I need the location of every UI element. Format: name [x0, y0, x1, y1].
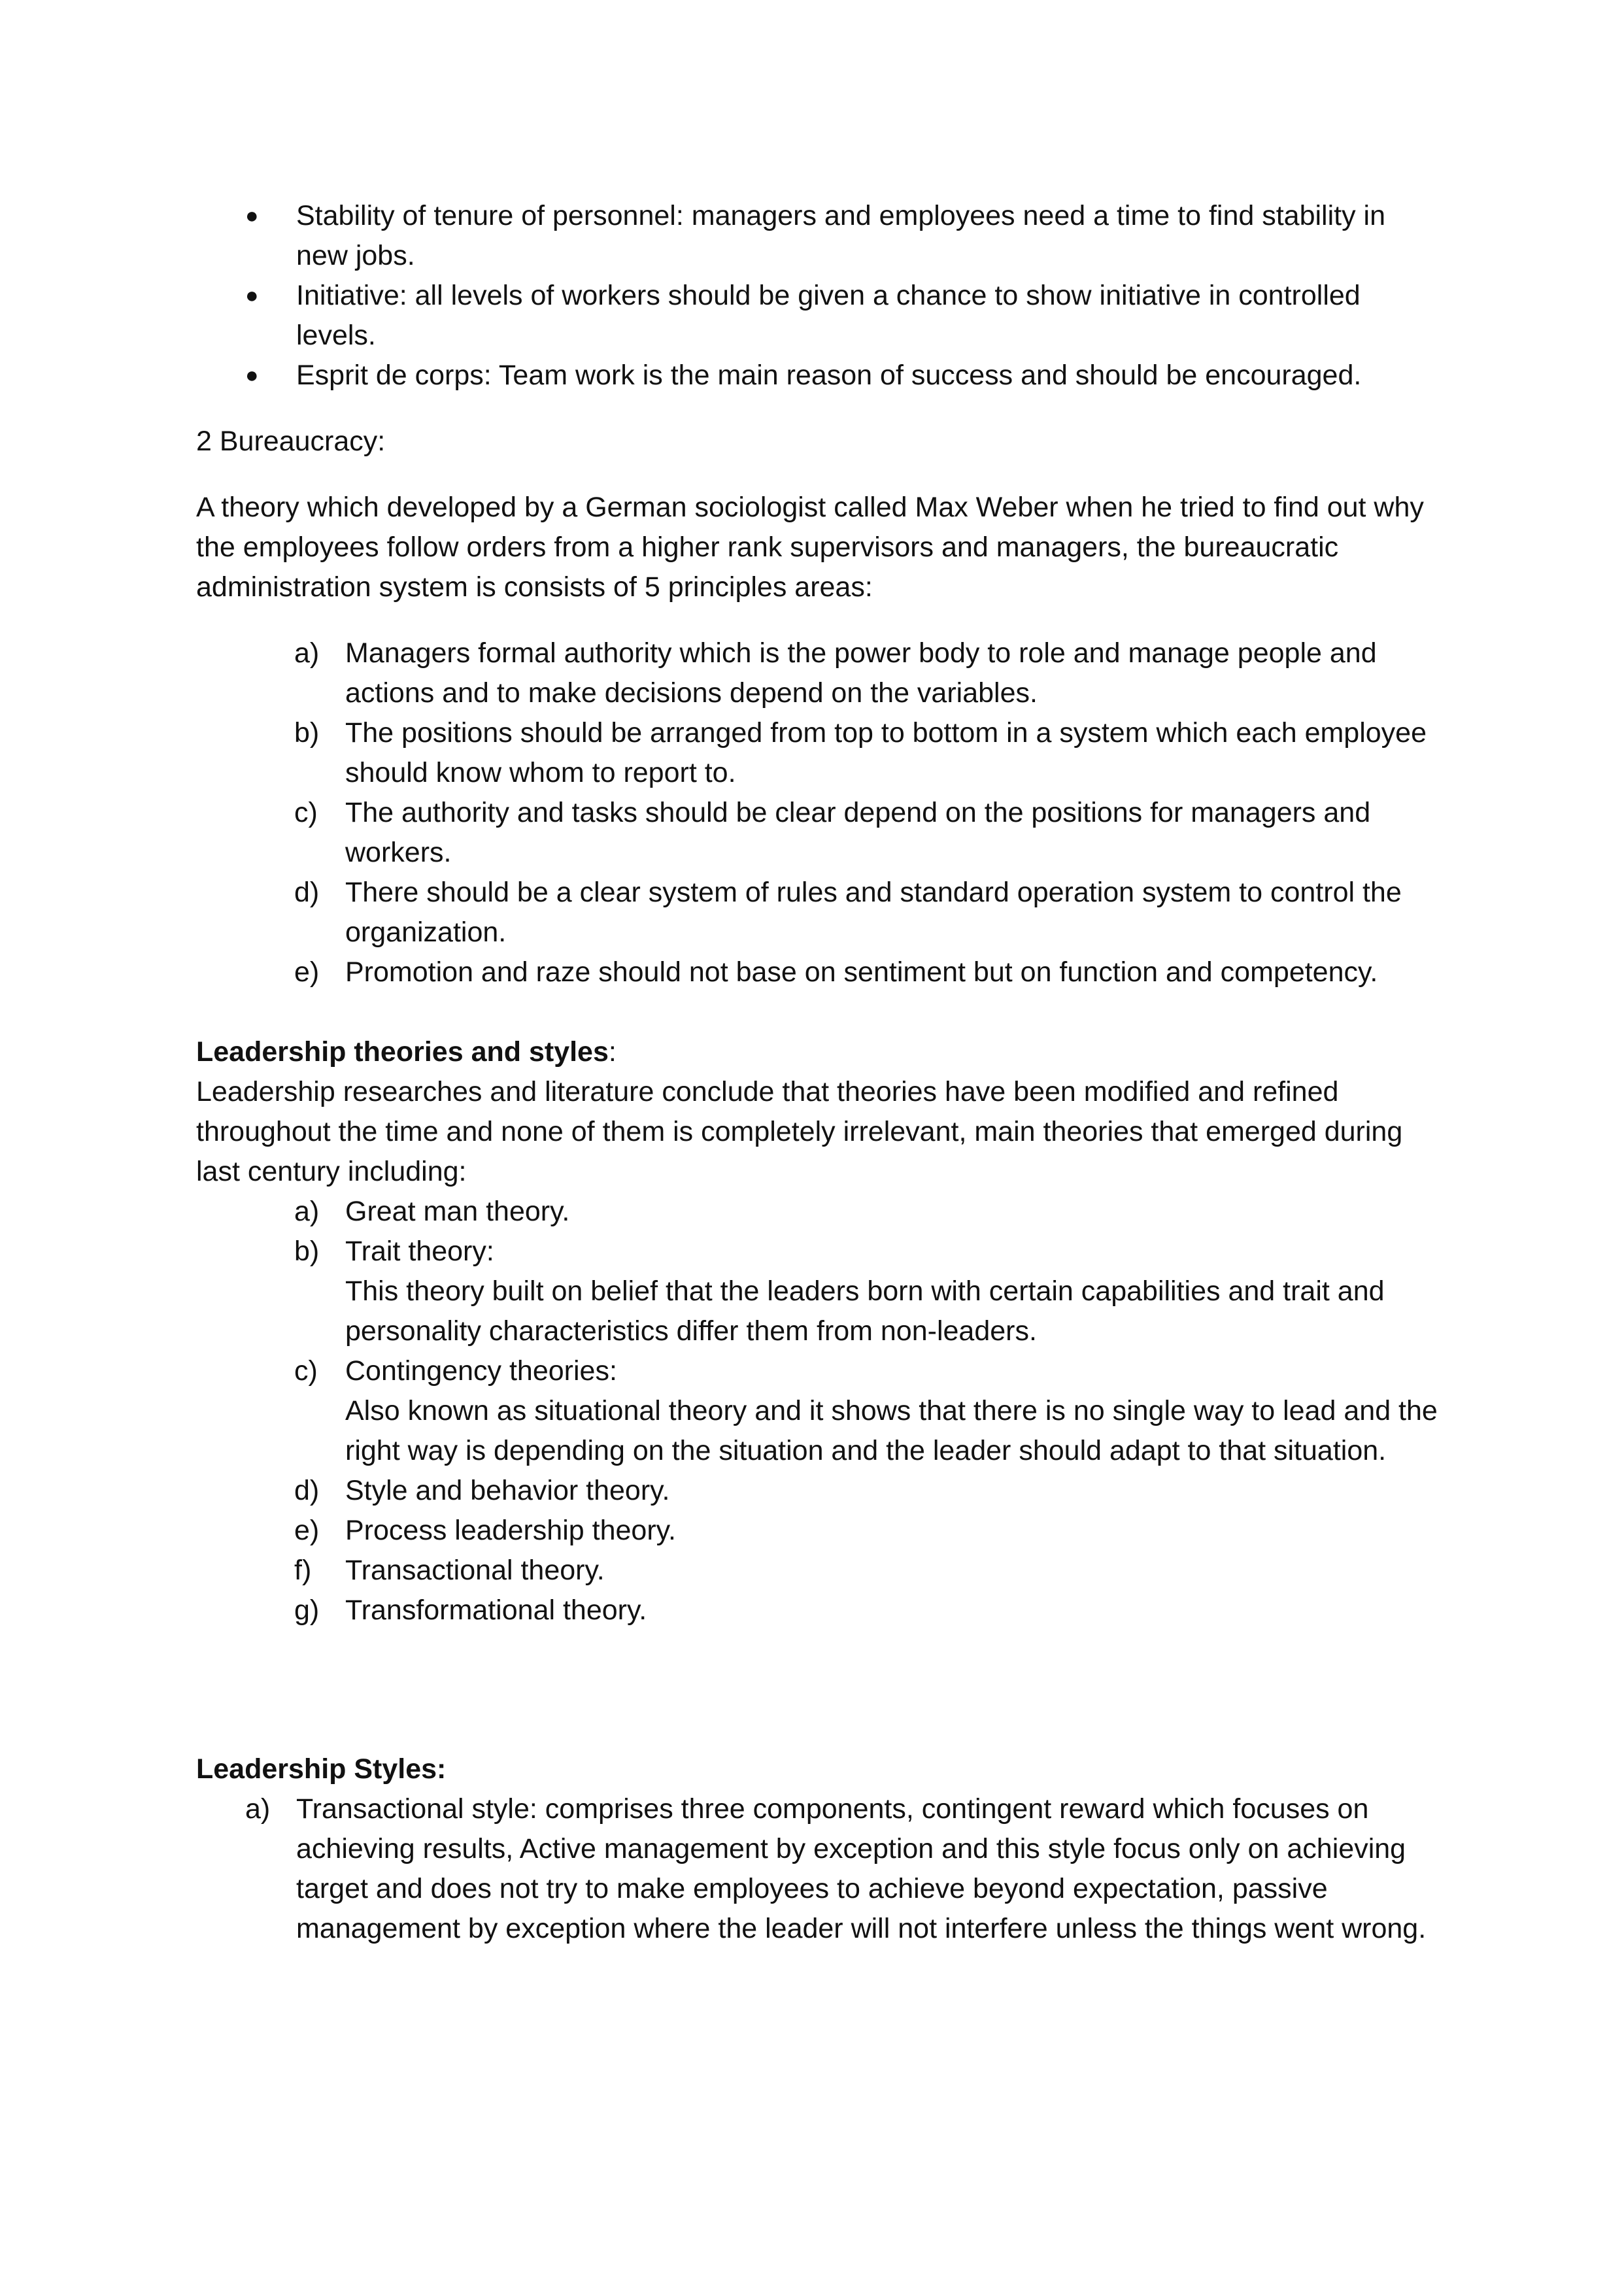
list-marker: g): [294, 1594, 320, 1626]
list-marker: a): [245, 1793, 271, 1825]
bullet-text: Esprit de corps: Team work is the main reason of success and should be encouraged.: [296, 360, 1362, 391]
list-item: [196, 793, 1438, 873]
leadership-styles-heading: Leadership Styles:: [196, 1753, 447, 1785]
list-marker: d): [294, 1475, 320, 1506]
list-marker: b): [294, 1236, 320, 1267]
list-marker: a): [294, 1196, 320, 1227]
leadership-styles-list: [196, 1789, 1438, 1949]
list-item: [196, 1591, 1438, 1630]
principles-bullet-list: [196, 196, 1438, 396]
bullet-text: Initiative: all levels of workers should be given a chance to show initiative in controlled levels.: [296, 280, 1361, 351]
list-item: [196, 196, 1438, 276]
list-marker: d): [294, 877, 320, 908]
list-item-text: Great man theory.: [345, 1196, 570, 1227]
list-item: [196, 1192, 1438, 1232]
leadership-theories-intro: Leadership researches and literature conclude that theories have been modified and refined throughout the time and none of them is completely irrelevant, main theories that emerged during last century including:: [196, 1076, 1403, 1187]
list-item-text: Transactional theory.: [345, 1555, 605, 1586]
list-item-text: The positions should be arranged from top to bottom in a system which each employee should know whom to report to.: [345, 717, 1427, 788]
list-item: [196, 873, 1438, 953]
list-marker: e): [294, 1515, 320, 1546]
list-item-text: Contingency theories:: [345, 1355, 617, 1387]
bullet-marker: ●: [245, 203, 259, 228]
list-item-text: Process leadership theory.: [345, 1515, 676, 1546]
list-item-text: Style and behavior theory.: [345, 1475, 670, 1506]
bullet-text: Stability of tenure of personnel: managers and employees need a time to find stability in new jobs.: [296, 200, 1386, 271]
leadership-theories-heading-line: [196, 1032, 1438, 1072]
leadership-theories-heading: Leadership theories and styles: [196, 1036, 609, 1068]
list-item-text: The authority and tasks should be clear depend on the positions for managers and workers.: [345, 797, 1371, 868]
list-item: [196, 1471, 1438, 1511]
list-item: [196, 1789, 1438, 1949]
bullet-marker: ●: [245, 363, 259, 388]
list-item-text: Transformational theory.: [345, 1594, 647, 1626]
bureaucracy-heading: 2 Bureaucracy:: [196, 426, 386, 457]
bureaucracy-intro: A theory which developed by a German sociologist called Max Weber when he tried to find out why the employees follow orders from a higher rank supervisors and managers, the bureaucratic administration system is consists of 5 principles areas:: [196, 492, 1424, 603]
list-item: [196, 1232, 1438, 1351]
list-marker: b): [294, 717, 320, 749]
list-item: [196, 276, 1438, 356]
list-marker: f): [294, 1555, 312, 1586]
list-item: [196, 1551, 1438, 1591]
list-item: [196, 1511, 1438, 1551]
list-item-text: Transactional style: comprises three components, contingent reward which focuses on achieving results, Active management by exception and this style focus only on achieving target and does not try to make employees to achieve beyond expectation, passive management by exception where the leader will not interfere unless the things went wrong.: [296, 1793, 1427, 1944]
list-item-detail: Also known as situational theory and it shows that there is no single way to lead and the right way is depending on the situation and the leader should adapt to that situation.: [345, 1395, 1438, 1466]
list-item-text: Promotion and raze should not base on sentiment but on function and competency.: [345, 956, 1378, 988]
list-item: [196, 633, 1438, 713]
list-item: [196, 1351, 1438, 1471]
list-marker: a): [294, 637, 320, 669]
list-item: [196, 356, 1438, 396]
bureaucracy-principles-list: [196, 633, 1438, 992]
list-marker: c): [294, 797, 318, 828]
list-item-text: Trait theory:: [345, 1236, 494, 1267]
list-item: [196, 953, 1438, 992]
list-marker: e): [294, 956, 320, 988]
list-item: [196, 713, 1438, 793]
bullet-marker: ●: [245, 283, 259, 308]
document-content: [196, 196, 1438, 1949]
list-item-text: Managers formal authority which is the power body to role and manage people and actions and to make decisions depend on the variables.: [345, 637, 1377, 709]
list-marker: c): [294, 1355, 318, 1387]
list-item-text: There should be a clear system of rules and standard operation system to control the organization.: [345, 877, 1402, 948]
heading-colon: :: [608, 1036, 617, 1068]
list-item-detail: This theory built on belief that the leaders born with certain capabilities and trait and personality characteristics differ them from non-leaders.: [345, 1275, 1385, 1347]
leadership-theories-list: [196, 1192, 1438, 1630]
